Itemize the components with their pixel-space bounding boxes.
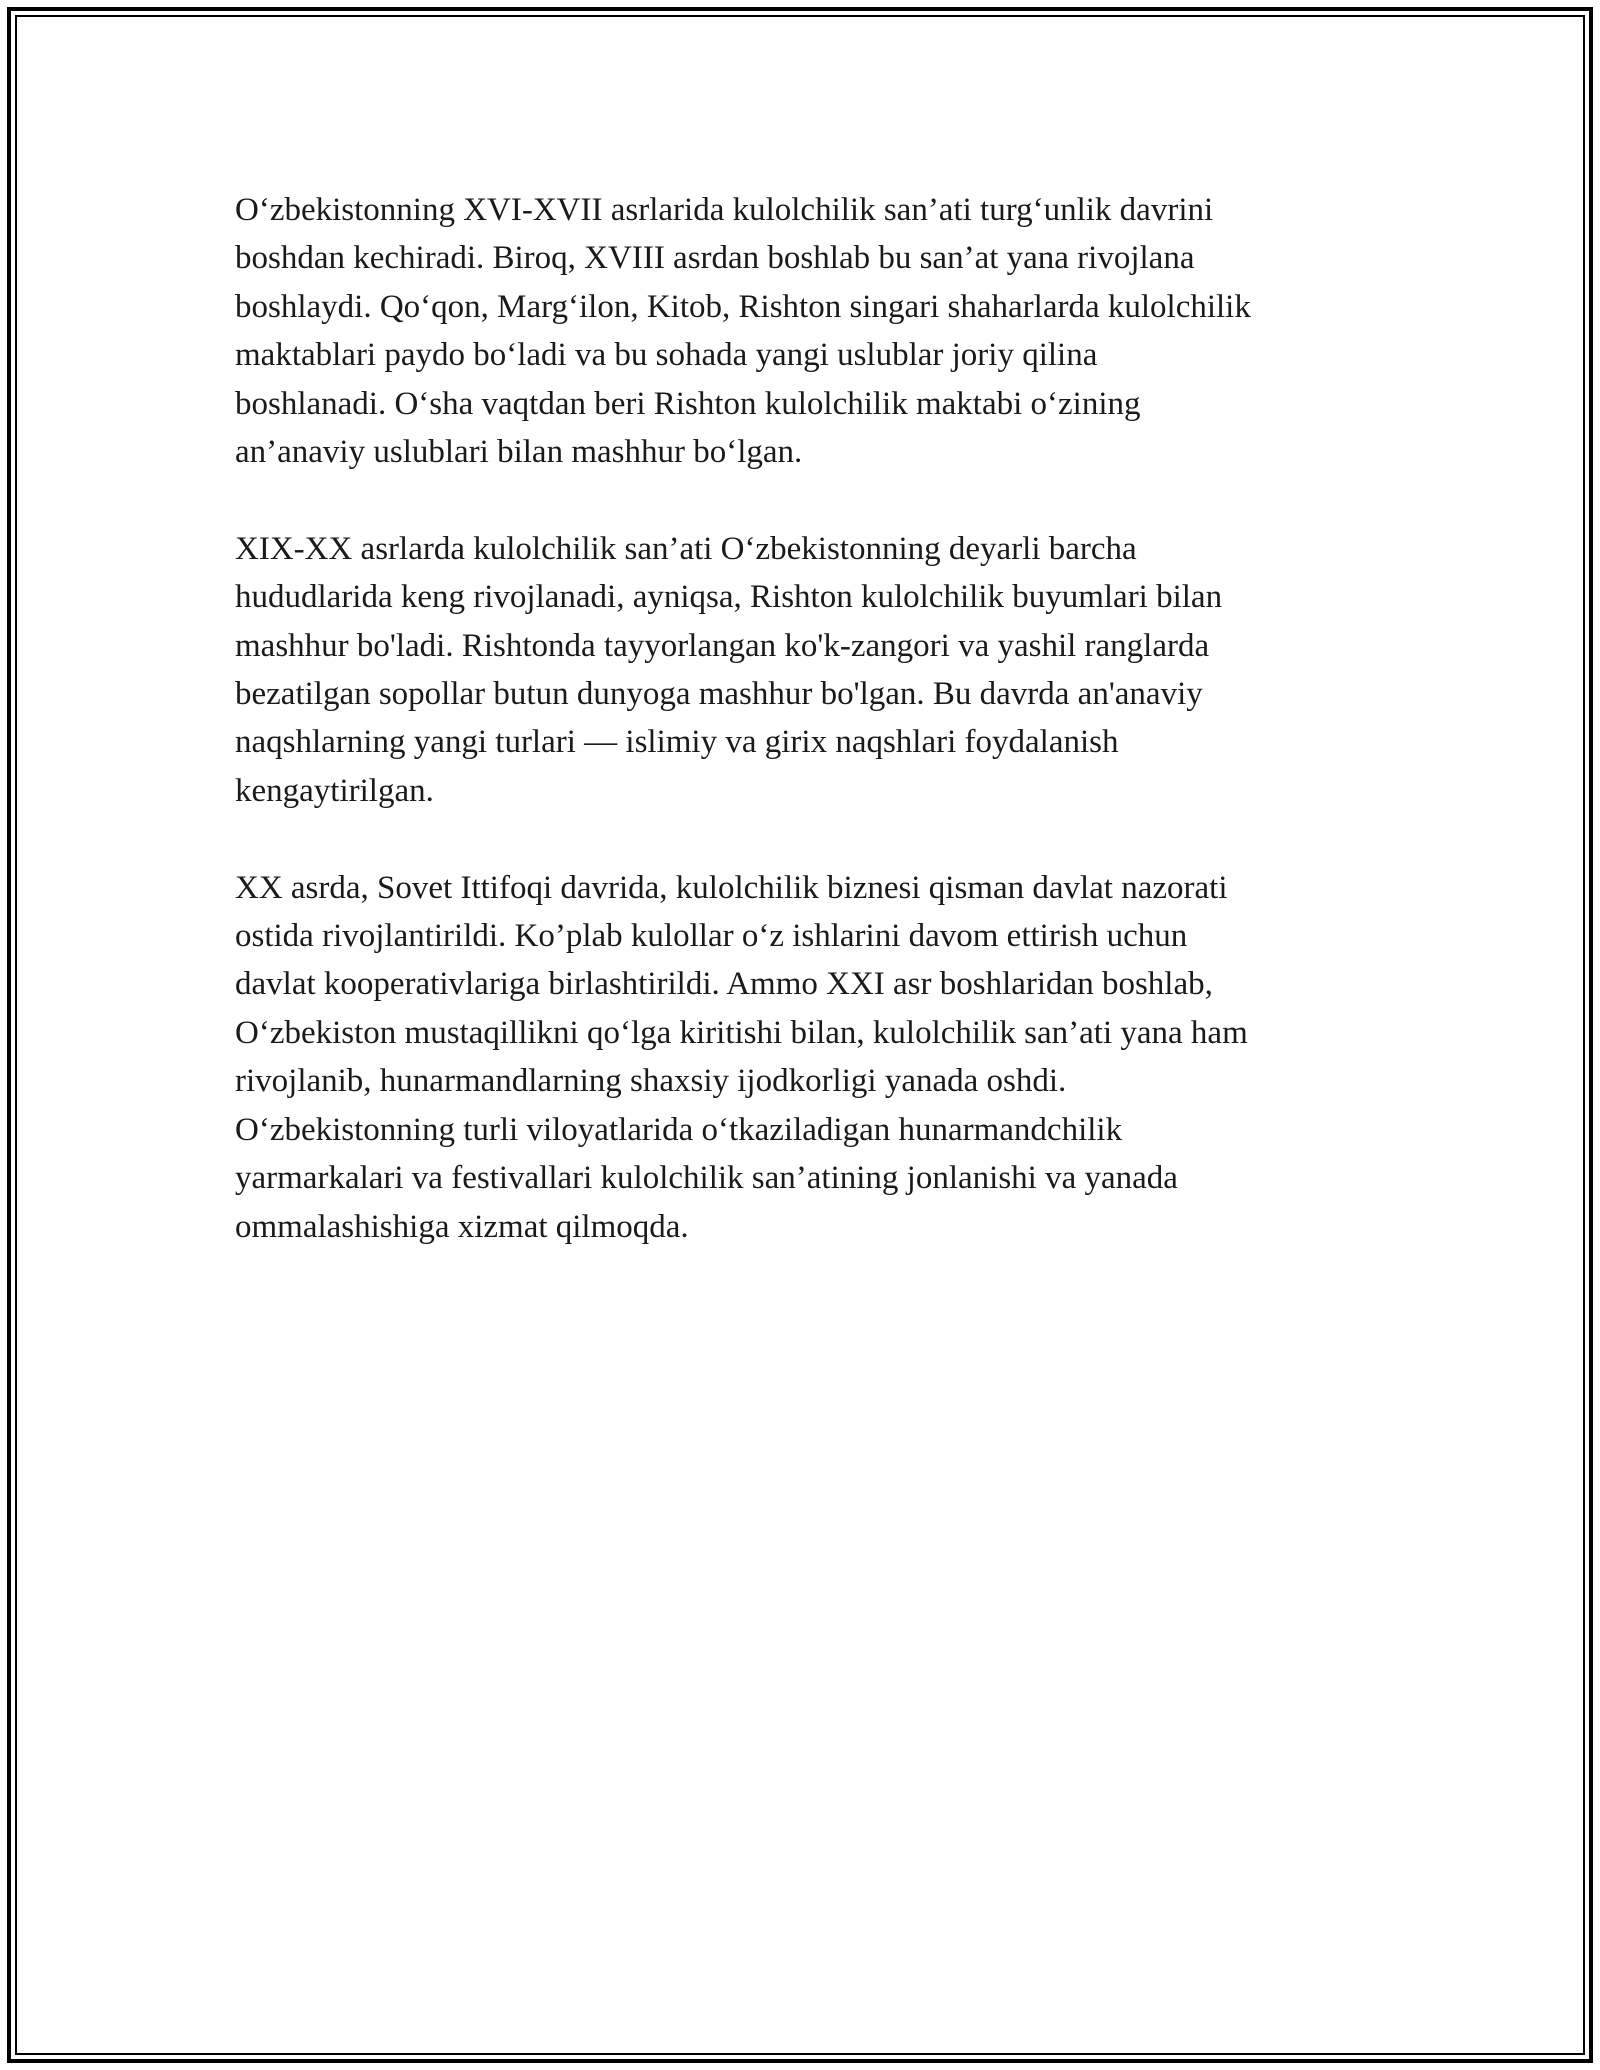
text-line: O‘zbekistonning turli viloyatlarida o‘tkaziladigan hunarmandchilik <box>235 1111 1123 1148</box>
text-line: mashhur bo'ladi. Rishtonda tayyorlangan ko'k-zangori va yashil ranglarda <box>235 627 1210 664</box>
paragraph-2 <box>235 525 1375 815</box>
text-line: XIX-XX asrlarda kulolchilik san’ati O‘zbekistonning deyarli barcha <box>235 530 1137 567</box>
paragraph-3 <box>235 864 1375 1251</box>
text-line: naqshlarning yangi turlari — islimiy va girix naqshlari foydalanish <box>235 724 1119 761</box>
text-line: an’anaviy uslublari bilan mashhur bo‘lgan. <box>235 434 803 471</box>
text-line: boshdan kechiradi. Biroq, XVIII asrdan boshlab bu san’at yana rivojlana <box>235 240 1195 277</box>
document-body <box>235 186 1375 1299</box>
text-line: yarmarkalari va festivallari kulolchilik san’atining jonlanishi va yanada <box>235 1160 1178 1197</box>
text-line: bezatilgan sopollar butun dunyoga mashhur bo'lgan. Bu davrda an'anaviy <box>235 676 1203 713</box>
paragraph-1 <box>235 186 1375 476</box>
text-line: hududlarida keng rivojlanadi, ayniqsa, Rishton kulolchilik buyumlari bilan <box>235 579 1223 616</box>
text-line: boshlaydi. Qo‘qon, Marg‘ilon, Kitob, Rishton singari shaharlarda kulolchilik <box>235 288 1251 325</box>
text-line: maktablari paydo bo‘ladi va bu sohada yangi uslublar joriy qilina <box>235 337 1098 374</box>
text-line: O‘zbekistonning XVI-XVII asrlarida kulolchilik san’ati turg‘unlik davrini <box>235 192 1214 228</box>
text-line: kengaytirilgan. <box>235 772 434 809</box>
text-line: boshlanadi. O‘sha vaqtdan beri Rishton kulolchilik maktabi o‘zining <box>235 385 1141 422</box>
text-line: ommalashishiga xizmat qilmoqda. <box>235 1208 689 1245</box>
text-line: XX asrda, Sovet Ittifoqi davrida, kulolchilik biznesi qisman davlat nazorati <box>235 869 1228 906</box>
text-line: davlat kooperativlariga birlashtirildi. Ammo XXI asr boshlaridan boshlab, <box>235 966 1213 1003</box>
text-line: rivojlanib, hunarmandlarning shaxsiy ijodkorligi yanada oshdi. <box>235 1063 1067 1100</box>
text-line: O‘zbekiston mustaqillikni qo‘lga kiritishi bilan, kulolchilik san’ati yana ham <box>235 1014 1248 1051</box>
text-line: ostida rivojlantirildi. Ko’plab kulollar o‘z ishlarini davom ettirish uchun <box>235 918 1188 955</box>
